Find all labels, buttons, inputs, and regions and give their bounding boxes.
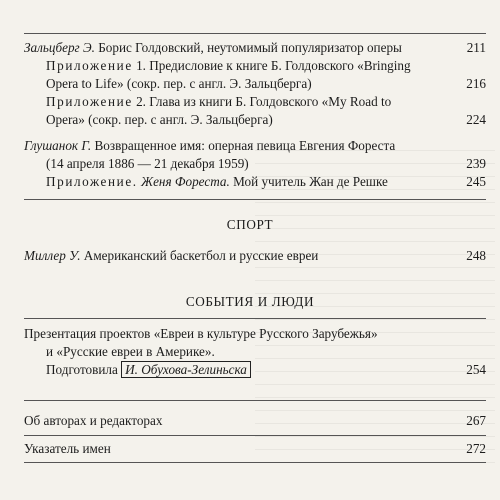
toc-entry-appendix-foresta[interactable]: [46, 174, 388, 190]
toc-entry-presentation-cont: [46, 344, 215, 360]
entry-title: Мой учитель Жан де Решке: [229, 174, 388, 189]
entry-author: Глушанок Г.: [24, 138, 92, 153]
entry-title: Об авторах и редакторах: [24, 413, 163, 428]
entry-italic-title: Женя Фореста.: [137, 174, 230, 189]
page-number: 239: [466, 156, 486, 171]
prepared-label: Подготовила: [46, 362, 122, 377]
section-rule: [24, 199, 486, 200]
entry-title: Указатель имен: [24, 441, 111, 456]
top-rule: [24, 33, 486, 34]
toc-entry-appendix-1[interactable]: [46, 58, 411, 74]
entry-title-cont: Opera to Life» (сокр. пер. с англ. Э. Зальцберга): [46, 76, 312, 91]
toc-entry-appendix-1-cont: [46, 76, 312, 92]
section-rule: [24, 318, 486, 319]
appendix-label: Приложение.: [46, 174, 138, 189]
toc-entry-presentation[interactable]: [24, 326, 378, 342]
toc-entry-zaltsberg[interactable]: [24, 40, 402, 56]
page-number: 272: [466, 441, 486, 456]
toc-entry-appendix-2[interactable]: [46, 94, 391, 110]
highlighted-author-name[interactable]: И. Обухова-Зелиньска: [121, 361, 251, 378]
entry-title: Американский баскетбол и русские евреи: [80, 248, 319, 263]
section-heading-events: СОБЫТИЯ И ЛЮДИ: [185, 294, 315, 309]
entry-author: Миллер У.: [24, 248, 81, 263]
entry-title-cont: и «Русские евреи в Америке».: [46, 344, 215, 359]
toc-entry-glushanok[interactable]: [24, 138, 395, 154]
page-number: 216: [466, 76, 486, 91]
toc-entry-appendix-2-cont: [46, 112, 273, 128]
toc-entry-prepared-by: [46, 362, 251, 378]
entry-title: 2. Глава из книги Б. Голдовского «My Road to: [132, 94, 392, 109]
section-rule: [24, 400, 486, 401]
section-rule: [24, 435, 486, 436]
toc-entry-name-index[interactable]: [24, 441, 111, 457]
entry-title: 1. Предисловие к книге Б. Голдовского «Bringing: [132, 58, 411, 73]
entry-title: Презентация проектов «Евреи в культуре Русского Зарубежья»: [24, 326, 378, 341]
bleed-through-text: [255, 150, 495, 470]
entry-title: Возвращенное имя: оперная певица Евгения Фореста: [91, 138, 396, 153]
page-number: 248: [466, 248, 486, 263]
toc-entry-glushanok-cont: [46, 156, 249, 172]
page-number: 254: [466, 362, 486, 377]
toc-entry-about-authors[interactable]: [24, 413, 162, 429]
section-heading-sport: СПОРТ: [226, 217, 274, 232]
bottom-rule: [24, 462, 486, 463]
page-number: 224: [466, 112, 486, 127]
entry-author: Зальцберг Э.: [24, 40, 95, 55]
appendix-label: Приложение: [46, 94, 133, 109]
entry-title-cont: (14 апреля 1886 — 21 декабря 1959): [46, 156, 249, 171]
appendix-label: Приложение: [46, 58, 133, 73]
entry-title-cont: Opera» (сокр. пер. с англ. Э. Зальцберга): [46, 112, 273, 127]
page-number: 267: [466, 413, 486, 428]
toc-entry-miller[interactable]: [24, 248, 318, 264]
page-number: 245: [466, 174, 486, 189]
entry-title: Борис Голдовский, неутомимый популяризатор оперы: [94, 40, 402, 55]
page-number: 211: [466, 40, 486, 55]
